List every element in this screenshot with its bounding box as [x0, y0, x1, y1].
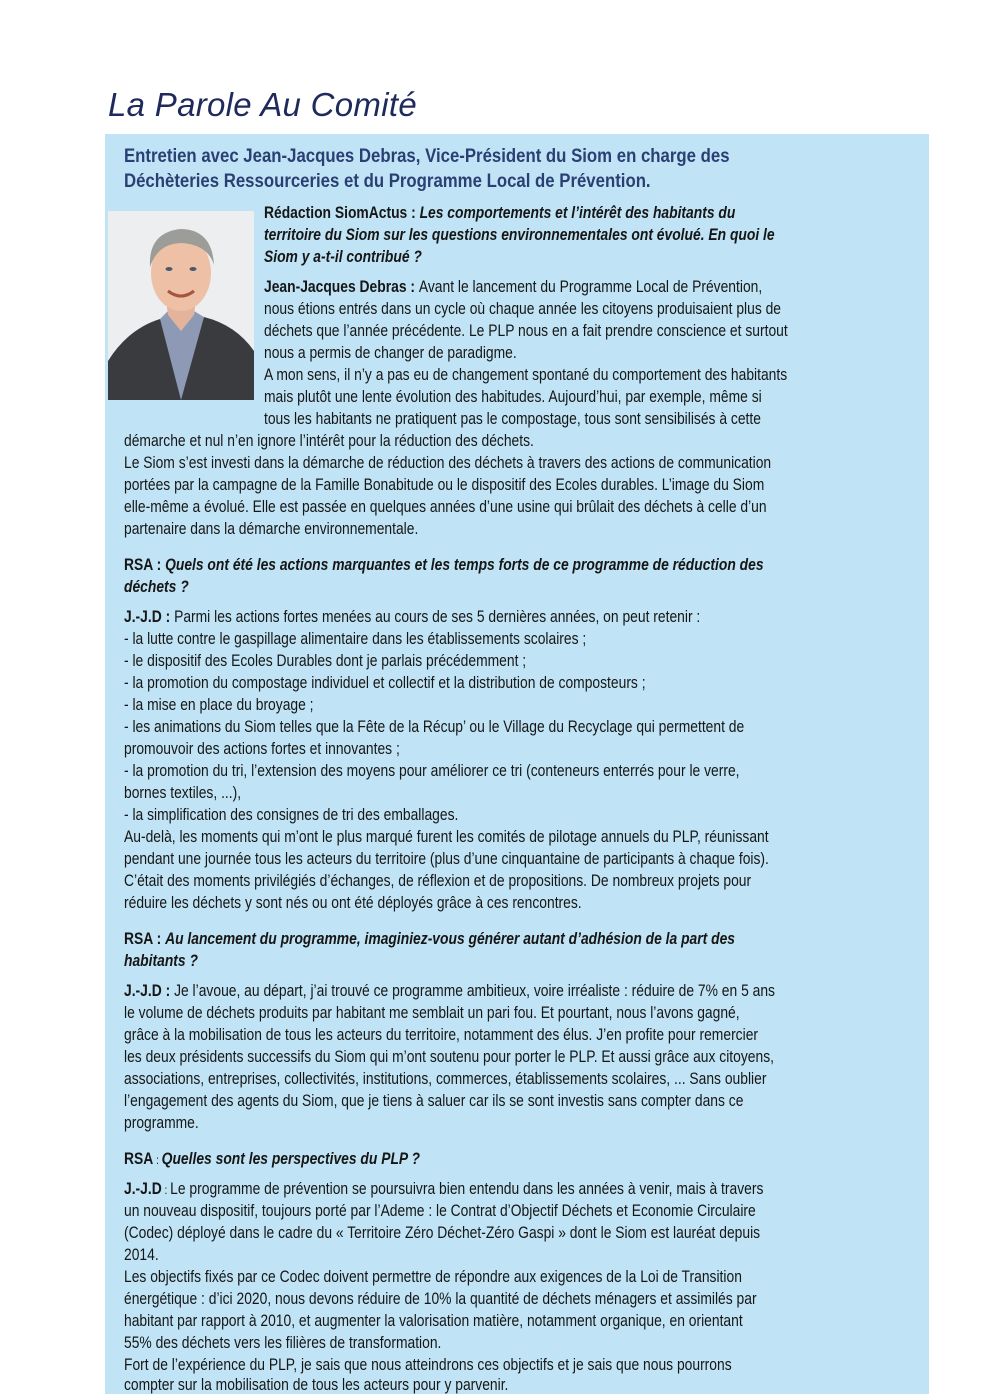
speaker-separator: :	[153, 1153, 162, 1167]
answer-line: Fort de l’expérience du PLP, je sais que nous atteindrons ces objectifs et je sais que nous pourrons	[124, 1356, 732, 1374]
answer-line: programme.	[124, 1114, 199, 1132]
answer-line: - la simplification des consignes de tri des emballages.	[124, 806, 459, 824]
question-line: territoire du Siom sur les questions environnementales ont évolué. En quoi le	[264, 226, 775, 244]
answer-line: compter sur la mobilisation de tous les acteurs pour y parvenir.	[124, 1376, 509, 1394]
answer-text: Je l’avoue, au départ, j’ai trouvé ce programme ambitieux, voire irréaliste : réduire de 7% en 5 ans	[174, 982, 775, 1000]
answer-line	[124, 980, 775, 1002]
answer-line: partenaire dans la démarche environnementale.	[124, 520, 419, 538]
speaker-label: RSA :	[124, 556, 166, 574]
answer-line: démarche et nul n’en ignore l’intérêt pour la réduction des déchets.	[124, 432, 534, 450]
question-line: déchets ?	[124, 578, 189, 596]
answer-text: Parmi les actions fortes menées au cours de ses 5 dernières années, on peut retenir :	[174, 608, 701, 626]
answer-text: Avant le lancement du Programme Local de Prévention,	[418, 278, 763, 296]
question-text: Au lancement du programme, imaginiez-vous générer autant d’adhésion de la part des	[165, 930, 735, 948]
interview-intro	[124, 144, 828, 194]
answer-line: (Codec) déployé dans le cadre du « Territoire Zéro Déchet-Zéro Gaspi » dont le Siom est lauréat depuis	[124, 1224, 761, 1242]
answer-text: Le programme de prévention se poursuivra bien entendu dans les années à venir, mais à travers	[170, 1180, 764, 1198]
intro-line: Entretien avec Jean-Jacques Debras, Vice-Président du Siom en charge des	[124, 145, 730, 167]
answer-line: - la mise en place du broyage ;	[124, 696, 314, 714]
answer-line: promouvoir des actions fortes et innovantes ;	[124, 740, 400, 758]
question-line	[124, 928, 735, 950]
answer-line: 2014.	[124, 1246, 159, 1264]
answer-line: le volume de déchets produits par habitant me semblait un pari fou. Et pourtant, nous l’avons gagné,	[124, 1004, 740, 1022]
answer-line: - la lutte contre le gaspillage alimentaire dans les établissements scolaires ;	[124, 630, 587, 648]
answer-line: réduire les déchets y sont nés ou ont été déployés grâce à ces rencontres.	[124, 894, 582, 912]
answer-line: - le dispositif des Ecoles Durables dont je parlais précédemment ;	[124, 652, 527, 670]
answer-line: déchets que l’année précédente. Le PLP nous en a fait prendre conscience et surtout	[264, 322, 788, 340]
answer-line: - la promotion du tri, l’extension des moyens pour améliorer ce tri (conteneurs enterrés pour le verre,	[124, 762, 740, 780]
answer-line	[124, 606, 700, 628]
answer-line: les deux présidents successifs du Siom qui m’ont soutenu pour porter le PLP. Et aussi grâce aux citoyens,	[124, 1048, 774, 1066]
answer-line: 55% des déchets vers les filières de transformation.	[124, 1334, 442, 1352]
answer-line: - la promotion du compostage individuel et collectif et la distribution de composteurs ;	[124, 674, 646, 692]
question-text: Quelles sont les perspectives du PLP ?	[161, 1150, 420, 1168]
speaker-label: J.-J.D :	[124, 608, 175, 626]
speaker-label: J.-J.D :	[124, 982, 175, 1000]
answer-line: elle-même a évolué. Elle est passée en quelques années d’une usine qui brûlait des déchets à celle d’un	[124, 498, 767, 516]
answer-line	[124, 1178, 763, 1201]
answer-line: A mon sens, il n’y a pas eu de changement spontané du comportement des habitants	[264, 366, 788, 384]
question-line: habitants ?	[124, 952, 198, 970]
answer-line: associations, entreprises, collectivités, institutions, commerces, établissements scolaires, ... Sans oublier	[124, 1070, 767, 1088]
speaker-label: RSA	[124, 1150, 154, 1168]
speaker-label: RSA :	[124, 930, 166, 948]
question-text: Quels ont été les actions marquantes et les temps forts de ce programme de réduction des	[165, 556, 764, 574]
portrait-photo	[108, 211, 254, 400]
speaker-label: Jean-Jacques Debras :	[264, 278, 419, 296]
answer-line: Au-delà, les moments qui m’ont le plus marqué furent les comités de pilotage annuels du PLP, réunissant	[124, 828, 769, 846]
question-line	[264, 202, 735, 224]
answer-line: tous les habitants ne pratiquent pas le compostage, tous sont sensibilisés à cette	[264, 410, 761, 428]
answer-line: - les animations du Siom telles que la Fête de la Récup’ ou le Village du Recyclage qui permettent de	[124, 718, 745, 736]
speaker-label: Rédaction SiomActus :	[264, 204, 420, 222]
page-title: La Parole Au Comité	[108, 86, 417, 123]
answer-line: bornes textiles, ...),	[124, 784, 242, 802]
intro-line: Déchèteries Ressourceries et du Programme Local de Prévention.	[124, 170, 651, 192]
answer-line: nous a permis de changer de paradigme.	[264, 344, 517, 362]
question-text: Les comportements et l’intérêt des habitants du	[419, 204, 736, 222]
answer-line: portées par la campagne de la Famille Bonabitude ou le dispositif des Ecoles durables. L’image du Siom	[124, 476, 765, 494]
answer-line: Le Siom s’est investi dans la démarche de réduction des déchets à travers des actions de communication	[124, 454, 772, 472]
answer-line: C’était des moments privilégiés d’échanges, de réflexion et de propositions. De nombreux projets pour	[124, 872, 752, 890]
answer-line: énergétique : d’ici 2020, nous devons réduire de 10% la quantité de déchets ménagers et assimilés par	[124, 1290, 757, 1308]
speaker-label: J.-J.D	[124, 1180, 162, 1198]
answer-line: habitant par rapport à 2010, et augmenter la valorisation matière, notamment organique, en orientant	[124, 1312, 743, 1330]
answer-line: nous étions entrés dans un cycle où chaque année les citoyens produisaient plus de	[264, 300, 782, 318]
answer-line: mais plutôt une lente évolution des habitudes. Aujourd’hui, par exemple, même si	[264, 388, 762, 406]
question-line	[124, 1148, 420, 1171]
answer-line: Les objectifs fixés par ce Codec doivent permettre de répondre aux exigences de la Loi de Transition	[124, 1268, 742, 1286]
question-line: Siom y a-t-il contribué ?	[264, 248, 422, 266]
answer-line: un nouveau dispositif, toujours porté par l’Ademe : le Contrat d’Objectif Déchets et Economie Circulaire	[124, 1202, 756, 1220]
answer-line	[264, 276, 762, 298]
answer-line: grâce à la mobilisation de tous les acteurs du territoire, notamment des élus. J’en profite pour remercier	[124, 1026, 759, 1044]
answer-line: l’engagement des agents du Siom, que je tiens à saluer car ils se sont investis sans compter dans ce	[124, 1092, 744, 1110]
speaker-separator: :	[161, 1183, 171, 1197]
question-line	[124, 554, 764, 576]
portrait-image	[108, 211, 254, 400]
answer-line: pendant une journée tous les acteurs du territoire (plus d’une cinquantaine de participants à chaque fois).	[124, 850, 769, 868]
